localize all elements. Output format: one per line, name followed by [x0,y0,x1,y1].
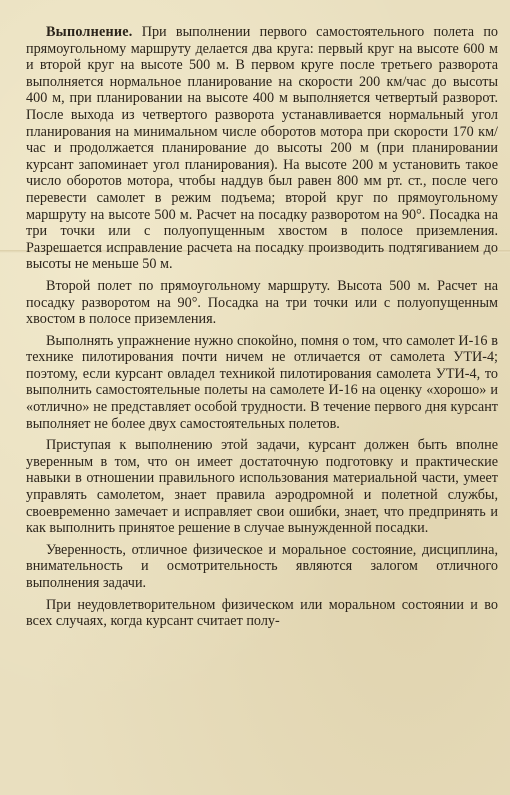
section-lead-heading: Выполнение. [46,24,133,40]
paragraph-3: Выполнять упражнение нужно спокойно, помня о том, что самолет И-16 в технике пилотирования почти ничем не отличается от самолета УТИ-4; поэтому, если курсант овладел техникой пилотирования самолета УТИ-4, то выполнить самостоятельные полеты на самолете И-16 на оценку «хорошо» и «отлично» не представляет особой трудности. В течение первого дня курсант выполняет не более двух самостоятельных полетов. [26,332,498,432]
paragraph-1 [26,24,498,273]
body-text [26,24,498,635]
paragraph-5: Уверенность, отличное физическое и моральное состояние, дисциплина, внимательность и осмотрительность являются залогом отличного выполнения задачи. [26,541,498,591]
paragraph-2: Второй полет по прямоугольному маршруту. Высота 500 м. Расчет на посадку разворотом на 90°. Посадка на три точки или с полуопущенным хвостом в полосе приземления. [26,277,498,328]
paragraph-1-text: При выполнении первого самостоятельного полета по прямоугольному маршруту делается два круга: первый круг на высоте 600 м и второй круг на высоте 500 м. В первом круге после третьего разворота выполняется нормальное планирование на скорости 200 км/час до высоты 400 м, при планировании на высоте 400 м выполняется четвертый разворот. После выхода из четвертого разворота устанавливается нормальный угол планирования на минимальном числе оборотов мотора при скорости 170 км/час и продолжается планирование до высоты 200 м (при планировании курсант запоминает угол планирования). На высоте 200 м установить такое число оборотов мотора, чтобы наддув был равен 800 мм рт. ст., после чего перевести самолет в режим подъема; второй круг по прямоугольному маршруту на высоте 500 м. Расчет на посадку разворотом на 90°. Посадка на три точки или с полуопущенным хвостом в полосе приземления. Разрешается исправление расчета на посадку производить подтягиванием до высоты не меньше 50 м. [26,24,499,273]
paragraph-6: При неудовлетворительном физическом или моральном состоянии и во всех случаях, когда курсант считает полу- [26,596,498,630]
paragraph-4: Приступая к выполнению этой задачи, курсант должен быть вполне уверенным в том, что он имеет достаточную подготовку и практические навыки в отношении правильного использования материальной части, умеет управлять самолетом, знает правила аэродромной и полетной службы, своевременно замечает и исправляет свои ошибки, знает, что предпринять и как выполнить принятое решение в случае вынужденной посадки. [26,437,498,537]
